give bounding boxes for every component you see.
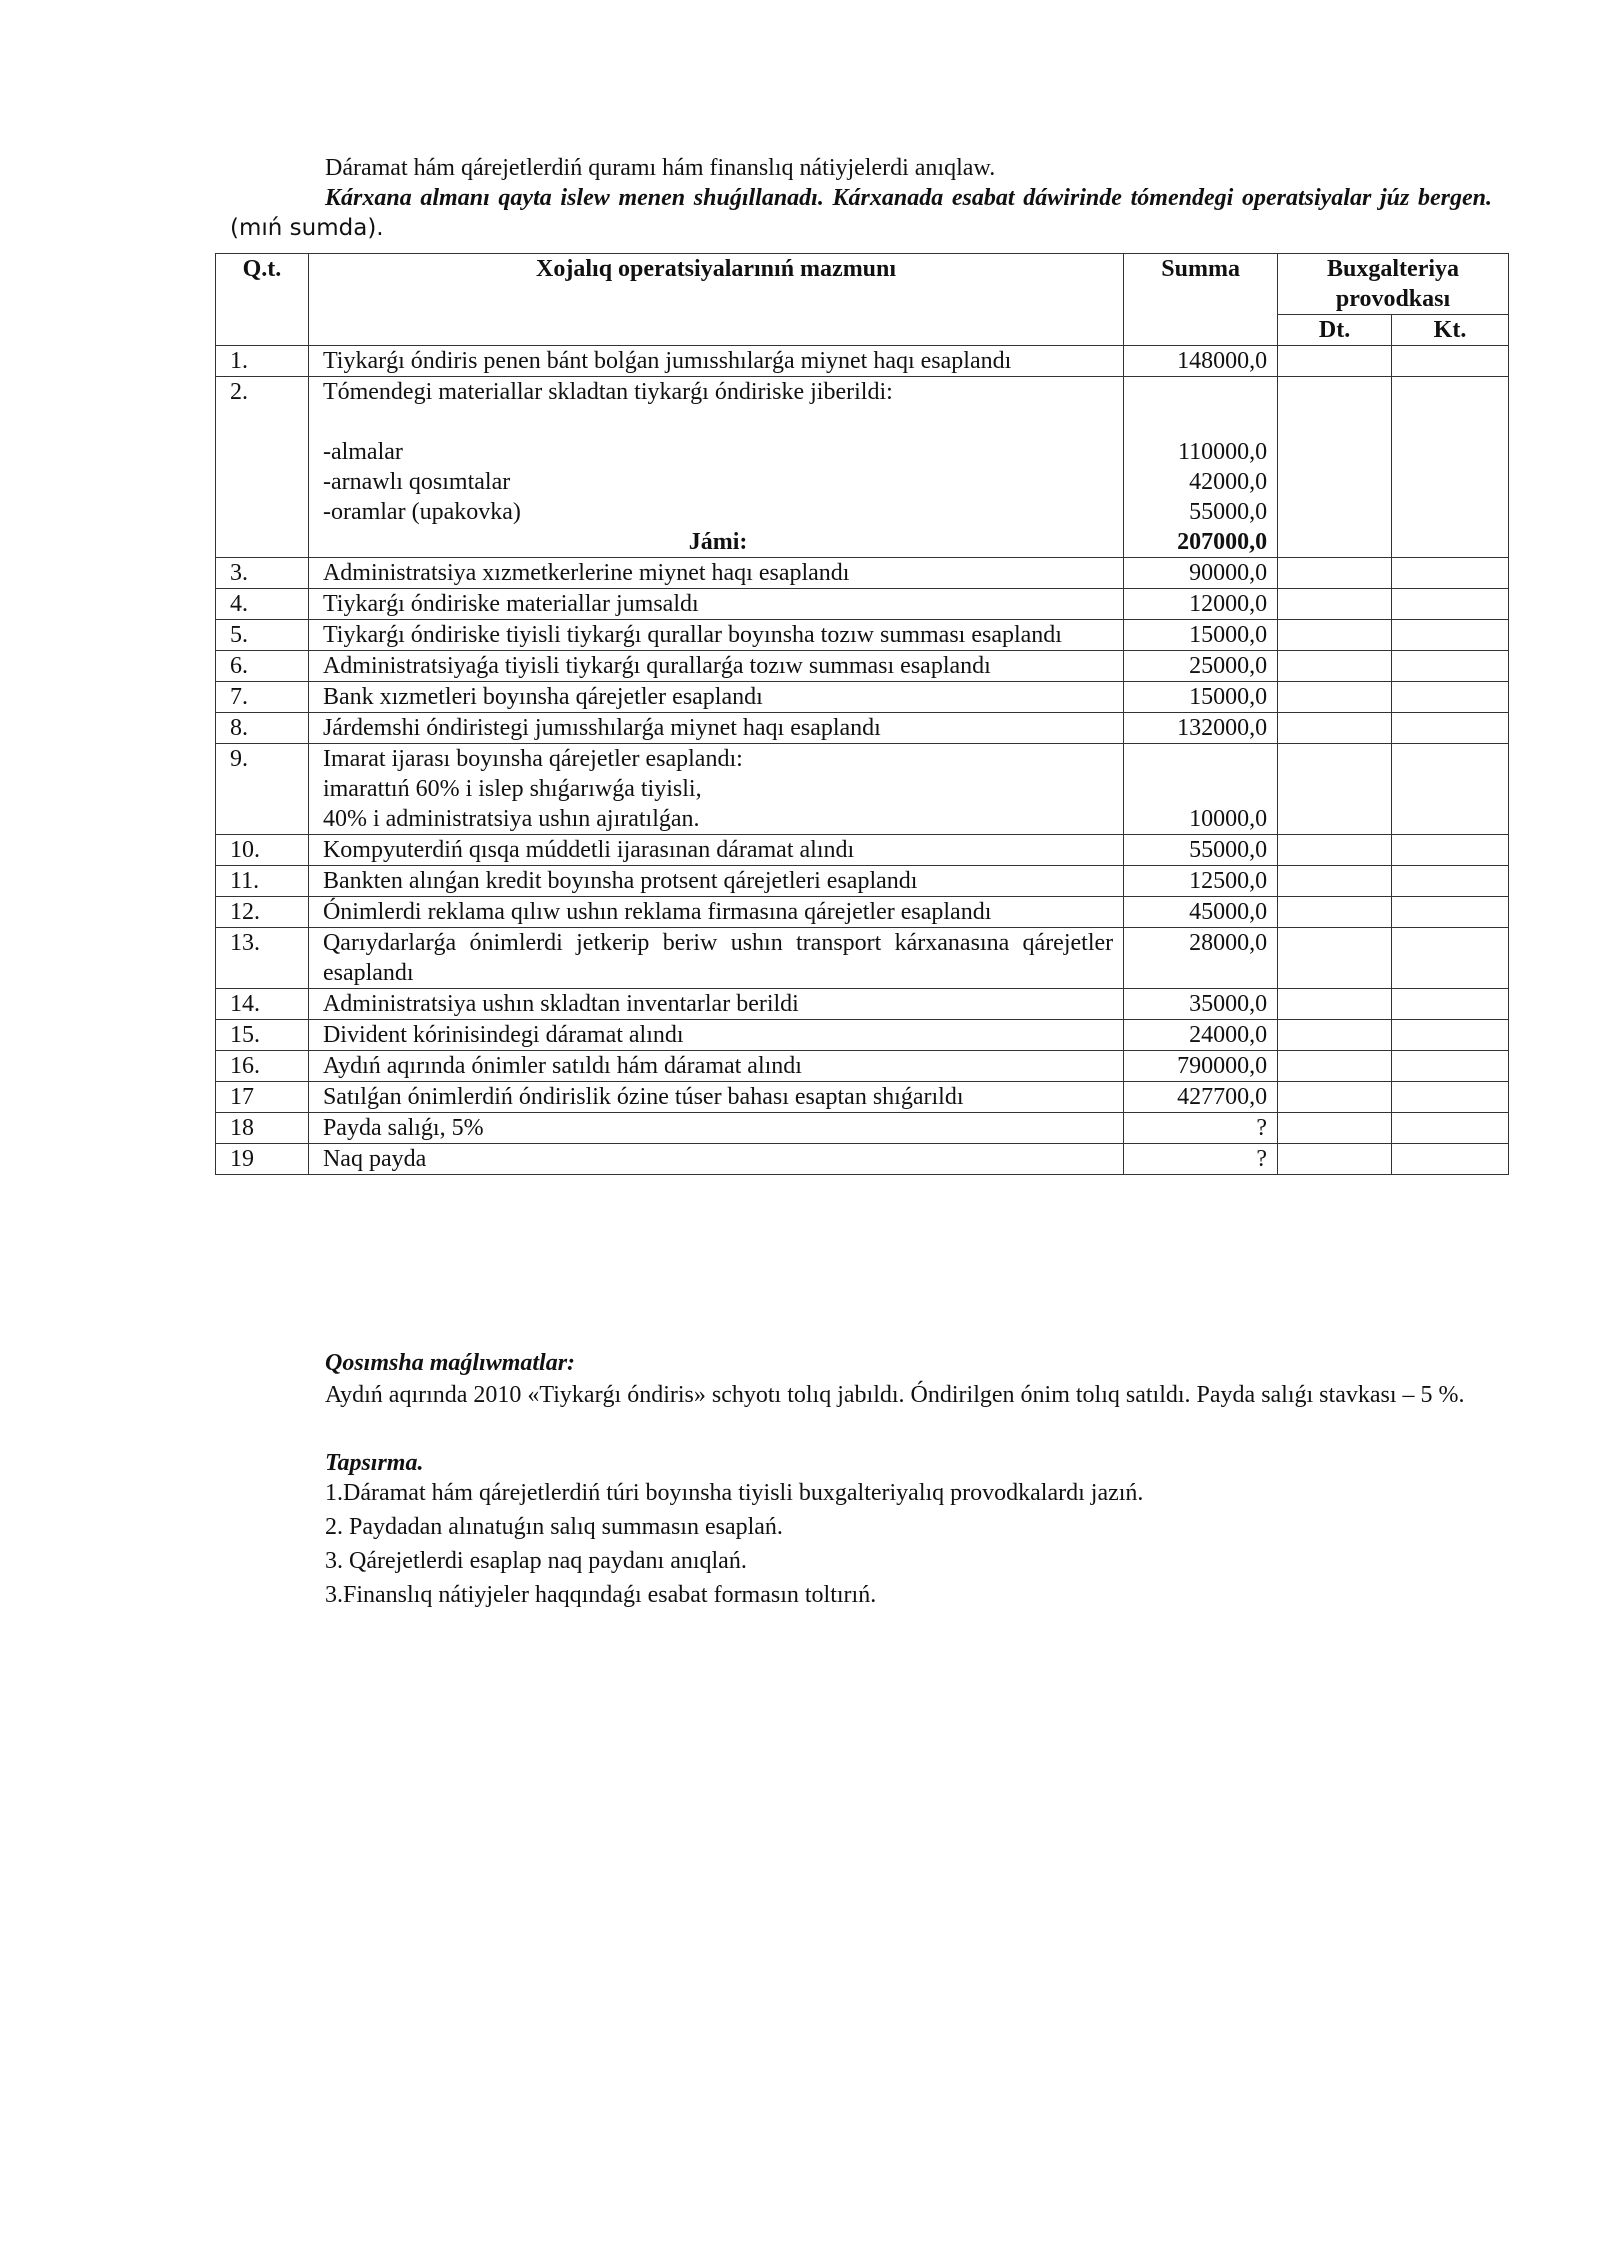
row-kt: [1392, 620, 1509, 651]
row-num: 16.: [216, 1051, 309, 1082]
table-row: [216, 346, 1509, 377]
row-desc: Administratsiya xızmetkerlerine miynet haqı esaplandı: [308, 558, 1123, 589]
row-sum: 12500,0: [1124, 866, 1278, 897]
row-kt: [1392, 651, 1509, 682]
row-item-label: -oramlar (upakovka): [322, 499, 521, 525]
table-row: [216, 989, 1509, 1020]
row-num: 4.: [216, 589, 309, 620]
row-dt: [1278, 897, 1392, 928]
row-kt: [1392, 1113, 1509, 1144]
table-row: [216, 620, 1509, 651]
row-kt: [1392, 928, 1509, 989]
row-dt: [1278, 620, 1392, 651]
row-dt: [1278, 682, 1392, 713]
row-kt: [1392, 377, 1509, 558]
task-item: 3.Finanslıq nátiyjeler haqqındaǵı esabat formasın toltırıń.: [325, 1582, 877, 1608]
row-num: 19: [216, 1144, 309, 1175]
row-spacer: [1134, 377, 1267, 407]
intro-statement: [230, 183, 1492, 243]
row-desc: Naq payda: [308, 1144, 1123, 1175]
row-item-sum: 110000,0: [1177, 439, 1268, 465]
row-desc: Járdemshi óndiristegi jumısshılarǵa miynet haqı esaplandı: [308, 713, 1123, 744]
row-dt: [1278, 346, 1392, 377]
row-dt: [1278, 989, 1392, 1020]
row-desc: Administratsiya ushın skladtan inventarlar berildi: [308, 989, 1123, 1020]
row-kt: [1392, 897, 1509, 928]
table-row: [216, 377, 1509, 558]
row-sum: 132000,0: [1124, 713, 1278, 744]
row-kt: [1392, 346, 1509, 377]
row-desc: Payda salıǵı, 5%: [308, 1113, 1123, 1144]
table-row: [216, 558, 1509, 589]
table-row: [216, 1082, 1509, 1113]
additional-text: Aydıń aqırında 2010 «Tiykarǵı óndiris» schyotı tolıq jabıldı. Óndirilgen ónim tolıq satıldı. Payda salıǵı stavkası – 5 %.: [325, 1382, 1465, 1408]
row-dt: [1278, 377, 1392, 558]
row-num: 12.: [216, 897, 309, 928]
table-row: [216, 713, 1509, 744]
row-spacer: [1134, 407, 1267, 437]
row-num: 7.: [216, 682, 309, 713]
row-kt: [1392, 682, 1509, 713]
row-item-label: -almalar: [322, 439, 403, 465]
row-desc-line: imarattıń 60% i islep shıǵarıwǵa tiyisli,: [322, 776, 702, 802]
row-desc: Aydıń aqırında ónimler satıldı hám dáramat alındı: [308, 1051, 1123, 1082]
table-row: [216, 1113, 1509, 1144]
row-num: 9.: [216, 744, 309, 835]
row-desc: Tiykarǵı óndiris penen bánt bolǵan jumısshılarǵa miynet haqı esaplandı: [308, 346, 1123, 377]
row-num: 3.: [216, 558, 309, 589]
header-desc: Xojalıq operatsiyalarınıń mazmunı: [308, 254, 1123, 346]
row-desc: Administratsiyaǵa tiyisli tiykarǵı qurallarǵa tozıw summası esaplandı: [308, 651, 1123, 682]
table-row: [216, 835, 1509, 866]
additional-title: Qosımsha maǵlıwmatlar:: [325, 1350, 576, 1376]
header-dt: Dt.: [1278, 315, 1392, 346]
row-kt: [1392, 835, 1509, 866]
table-row: [216, 651, 1509, 682]
row-kt: [1392, 744, 1509, 835]
row-sum: 24000,0: [1124, 1020, 1278, 1051]
row-sum: 45000,0: [1124, 897, 1278, 928]
row-sum: [1124, 744, 1278, 835]
row-item-label: -arnawlı qosımtalar: [322, 469, 511, 495]
row-dt: [1278, 866, 1392, 897]
row-num: 8.: [216, 713, 309, 744]
row-desc: Bankten alınǵan kredit boyınsha protsent qárejetleri esaplandı: [308, 866, 1123, 897]
task-item: 3. Qárejetlerdi esaplap naq paydanı anıqlań.: [325, 1548, 747, 1574]
row-sum: 427700,0: [1124, 1082, 1278, 1113]
row-sum: 35000,0: [1124, 989, 1278, 1020]
row-sum: [1124, 377, 1278, 558]
row-num: 11.: [216, 866, 309, 897]
row-sum: ?: [1124, 1144, 1278, 1175]
table-body: [216, 346, 1509, 1175]
row-desc-line: 40% i administratsiya ushın ajıratılǵan.: [322, 806, 700, 832]
row-kt: [1392, 558, 1509, 589]
table-row: [216, 897, 1509, 928]
task-title: Tapsırma.: [325, 1450, 424, 1476]
row-dt: [1278, 1051, 1392, 1082]
table-row: [216, 682, 1509, 713]
table-row: [216, 744, 1509, 835]
row-sum: 28000,0: [1124, 928, 1278, 989]
row-num: 18: [216, 1113, 309, 1144]
task-item: 2. Paydadan alınatuǵın salıq summasın esaplań.: [325, 1514, 783, 1540]
row-num: 10.: [216, 835, 309, 866]
header-sum: Summa: [1124, 254, 1278, 346]
row-dt: [1278, 1113, 1392, 1144]
row-desc: [308, 377, 1123, 558]
row-sum: 55000,0: [1124, 835, 1278, 866]
row-dt: [1278, 835, 1392, 866]
row-dt: [1278, 744, 1392, 835]
row-kt: [1392, 713, 1509, 744]
table-row: [216, 1020, 1509, 1051]
intro-unit: (mıń sumda).: [230, 215, 384, 241]
table-row: [216, 1144, 1509, 1175]
table-row: [216, 1051, 1509, 1082]
row-kt: [1392, 1144, 1509, 1175]
row-desc: Qarıydarlarǵa ónimlerdi jetkerip beriw ushın transport kárxanasına qárejetler esaplandı: [308, 928, 1123, 989]
row-kt: [1392, 1051, 1509, 1082]
row-sum: ?: [1124, 1113, 1278, 1144]
intro-title: Dáramat hám qárejetlerdiń quramı hám finanslıq nátiyjelerdi anıqlaw.: [325, 155, 996, 181]
row-num: 1.: [216, 346, 309, 377]
task-item: 1.Dáramat hám qárejetlerdiń túri boyınsha tiyisli buxgalteriyalıq provodkalardı jazıń.: [325, 1480, 1144, 1506]
row-sum: 25000,0: [1124, 651, 1278, 682]
header-kt: Kt.: [1392, 315, 1509, 346]
row-kt: [1392, 866, 1509, 897]
row-kt: [1392, 589, 1509, 620]
operations-table: [215, 253, 1509, 1175]
row-item-sum: 55000,0: [1189, 499, 1268, 525]
intro-statement-text: Kárxana almanı qayta islew menen shuǵıllanadı. Kárxanada esabat dáwirinde tómendegi operatsiyalar júz bergen.: [325, 185, 1492, 211]
row-sum: 12000,0: [1124, 589, 1278, 620]
row-sum: 148000,0: [1124, 346, 1278, 377]
row-dt: [1278, 713, 1392, 744]
row-item-sum: 42000,0: [1189, 469, 1268, 495]
row-desc: Kompyuterdiń qısqa múddetli ijarasınan dáramat alındı: [308, 835, 1123, 866]
row-dt: [1278, 1144, 1392, 1175]
table-header-row: [216, 254, 1509, 315]
table-row: [216, 928, 1509, 989]
header-entry: Buxgalteriya provodkası: [1278, 254, 1509, 315]
row-sum: 15000,0: [1124, 682, 1278, 713]
row-dt: [1278, 589, 1392, 620]
row-num: 13.: [216, 928, 309, 989]
row-sum: 790000,0: [1124, 1051, 1278, 1082]
row-dt: [1278, 1020, 1392, 1051]
table-row: [216, 866, 1509, 897]
row-desc: Tiykarǵı óndiriske tiyisli tiykarǵı qurallar boyınsha tozıw summası esaplandı: [308, 620, 1123, 651]
row-kt: [1392, 1020, 1509, 1051]
row-desc: Divident kórinisindegi dáramat alındı: [308, 1020, 1123, 1051]
row-desc-line: Tómendegi materiallar skladtan tiykarǵı óndiriske jiberildi:: [322, 379, 893, 405]
table-row: [216, 589, 1509, 620]
row-num: 14.: [216, 989, 309, 1020]
row-desc-line: Imarat ijarası boyınsha qárejetler esaplandı:: [322, 746, 743, 772]
row-num: 2.: [216, 377, 309, 558]
row-sum: 15000,0: [1124, 620, 1278, 651]
row-kt: [1392, 989, 1509, 1020]
row-sum: 90000,0: [1124, 558, 1278, 589]
row-spacer: [323, 407, 1113, 437]
row-desc: [308, 744, 1123, 835]
row-dt: [1278, 558, 1392, 589]
row-num: 15.: [216, 1020, 309, 1051]
header-num: Q.t.: [216, 254, 309, 346]
row-num: 6.: [216, 651, 309, 682]
row-desc: Satılǵan ónimlerdiń óndirislik ózine túser bahası esaptan shıǵarıldı: [308, 1082, 1123, 1113]
row-dt: [1278, 651, 1392, 682]
row-num: 17: [216, 1082, 309, 1113]
row-dt: [1278, 928, 1392, 989]
row-total-sum: 207000,0: [1177, 529, 1268, 555]
row-desc: Tiykarǵı óndiriske materiallar jumsaldı: [308, 589, 1123, 620]
row-dt: [1278, 1082, 1392, 1113]
row-sum-value: 10000,0: [1189, 806, 1268, 832]
row-total-label: Jámi:: [688, 529, 748, 555]
row-desc: Ónimlerdi reklama qılıw ushın reklama firmasına qárejetler esaplandı: [308, 897, 1123, 928]
row-kt: [1392, 1082, 1509, 1113]
row-num: 5.: [216, 620, 309, 651]
row-desc: Bank xızmetleri boyınsha qárejetler esaplandı: [308, 682, 1123, 713]
